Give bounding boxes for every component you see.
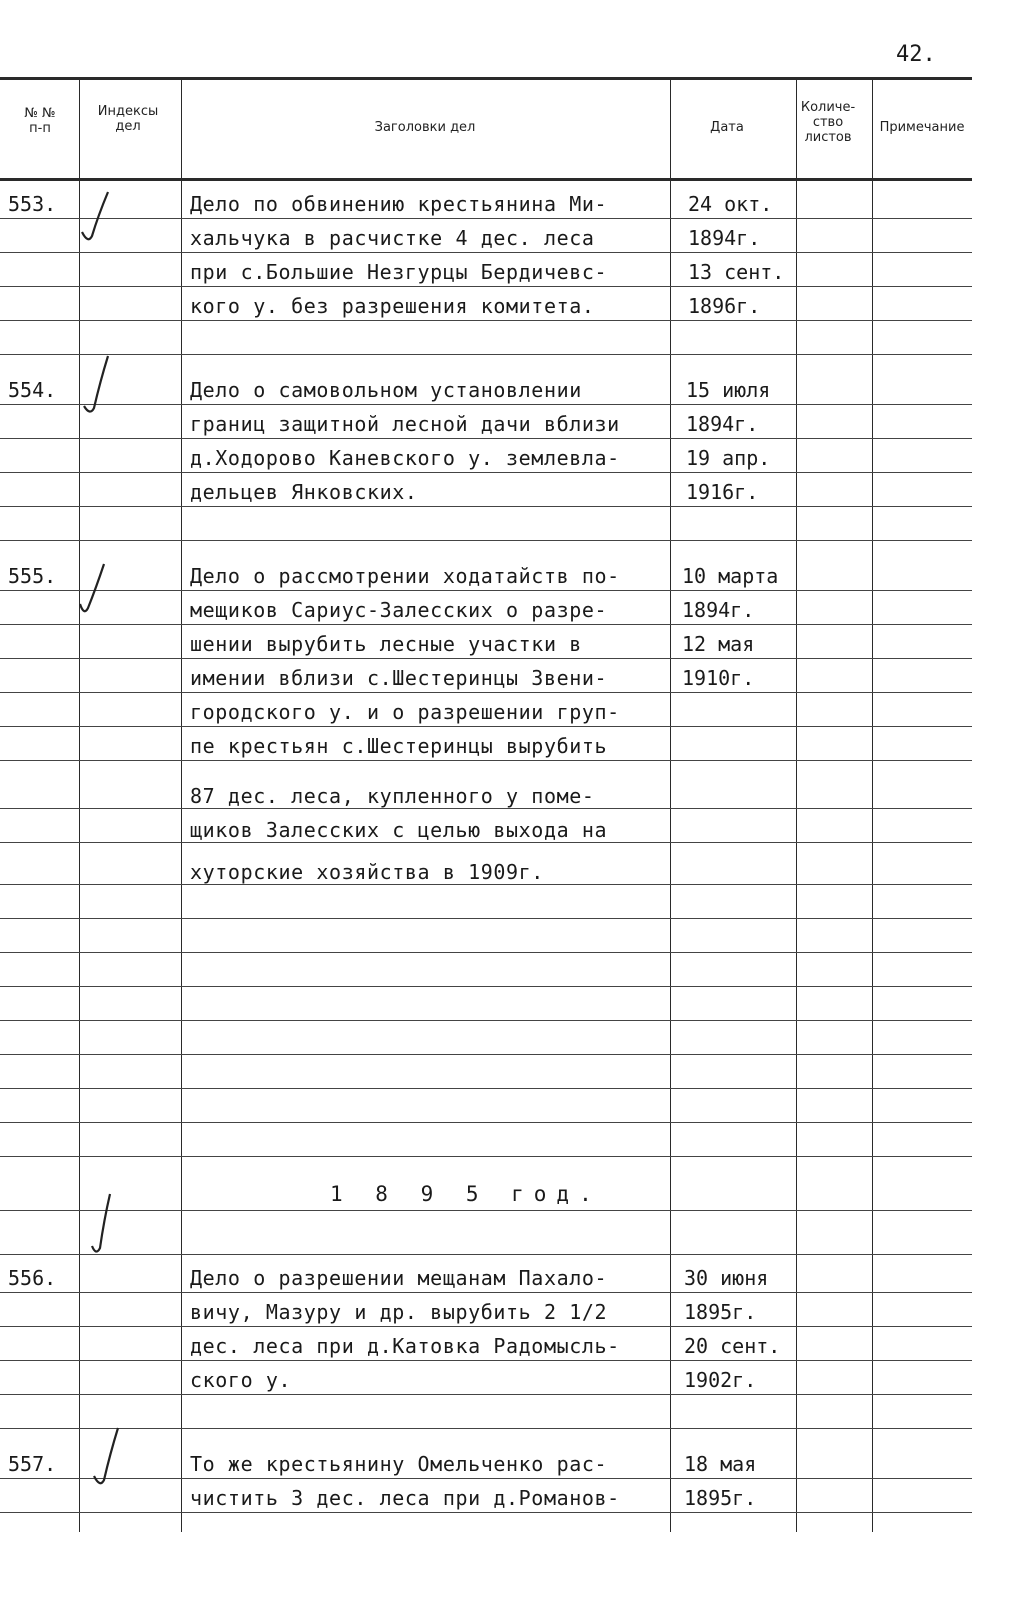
row-rule	[0, 1360, 972, 1361]
entry-title-line: Дело о разрешении мещанам Пахало-	[190, 1266, 608, 1290]
entry-date: 1894г.	[688, 226, 761, 250]
column-header-date: Дата	[710, 120, 744, 135]
entry-date: 1910г.	[682, 666, 755, 690]
row-rule	[0, 1478, 972, 1479]
entry-title-line: границ защитной лесной дачи вблизи	[190, 412, 620, 436]
header-bottom-rule	[0, 178, 972, 181]
entry-number: 557.	[8, 1452, 57, 1476]
row-rule	[0, 354, 972, 355]
column-header-sheets: Количе- ство листов	[800, 100, 856, 145]
entry-title-line: мещиков Сариус-Залесских о разре-	[190, 598, 608, 622]
row-rule	[0, 1394, 972, 1395]
row-rule	[0, 218, 972, 219]
row-rule	[0, 506, 972, 507]
entry-date: 24 окт.	[688, 192, 773, 216]
entry-title-line: кого у. без разрешения комитета.	[190, 294, 595, 318]
entry-title-line: шении вырубить лесные участки в	[190, 632, 582, 656]
row-rule	[0, 1326, 972, 1327]
entry-title-line: дес. леса при д.Катовка Радомысль-	[190, 1334, 620, 1358]
entry-title-line: ского у.	[190, 1368, 292, 1392]
entry-number: 554.	[8, 378, 57, 402]
entry-title-line: дельцев Янковских.	[190, 480, 418, 504]
entry-title-line: городского у. и о разрешении груп-	[190, 700, 620, 724]
entry-title-line: при с.Большие Незгурцы Бердичевс-	[190, 260, 608, 284]
entry-date: 10 марта	[682, 564, 779, 588]
entry-date: 12 мая	[682, 632, 755, 656]
entry-date: 1902г.	[684, 1368, 757, 1392]
entry-title-line: имении вблизи с.Шестеринцы Звени-	[190, 666, 608, 690]
column-header-index: Индексы дел	[97, 104, 159, 134]
row-rule	[0, 624, 972, 625]
checkmark-icon	[86, 1190, 116, 1260]
row-rule	[0, 918, 972, 919]
row-rule	[0, 1020, 972, 1021]
column-divider	[872, 77, 873, 1532]
entry-number: 553.	[8, 192, 57, 216]
entry-title-line: пе крестьян с.Шестеринцы вырубить	[190, 734, 608, 758]
row-rule	[0, 726, 972, 727]
column-header-title: Заголовки дел	[374, 120, 476, 135]
column-divider	[79, 77, 80, 1532]
row-rule	[0, 1210, 972, 1211]
entry-title-line: Дело о самовольном установлении	[190, 378, 582, 402]
entry-date: 13 сент.	[688, 260, 785, 284]
checkmark-icon	[76, 560, 110, 618]
row-rule	[0, 286, 972, 287]
entry-title-line: То же крестьянину Омельченко рас-	[190, 1452, 608, 1476]
entry-date: 1895г.	[684, 1300, 757, 1324]
header-top-rule	[0, 77, 972, 80]
entry-title-line: 87 дес. леса, купленного у поме-	[190, 784, 595, 808]
row-rule	[0, 1292, 972, 1293]
entry-date: 19 апр.	[686, 446, 771, 470]
column-divider	[796, 77, 797, 1532]
row-rule	[0, 658, 972, 659]
entry-date: 20 сент.	[684, 1334, 781, 1358]
column-header-note: Примечание	[879, 120, 965, 135]
row-rule	[0, 1512, 972, 1513]
entry-title-line: Дело о рассмотрении ходатайств по-	[190, 564, 620, 588]
entry-date: 1895г.	[684, 1486, 757, 1510]
row-rule	[0, 692, 972, 693]
entry-date: 1916г.	[686, 480, 759, 504]
row-rule	[0, 252, 972, 253]
entry-date: 1894г.	[686, 412, 759, 436]
entry-number: 556.	[8, 1266, 57, 1290]
checkmark-icon	[90, 1424, 124, 1492]
row-rule	[0, 1122, 972, 1123]
row-rule	[0, 842, 972, 843]
page-number: 42.	[896, 42, 936, 67]
row-rule	[0, 1254, 972, 1255]
entry-number: 555.	[8, 564, 57, 588]
row-rule	[0, 884, 972, 885]
entry-title-line: хальчука в расчистке 4 дес. леса	[190, 226, 595, 250]
checkmark-icon	[78, 188, 112, 248]
row-rule	[0, 1156, 972, 1157]
year-heading: 1 8 9 5 год.	[330, 1182, 602, 1206]
column-divider	[670, 77, 671, 1532]
row-rule	[0, 1054, 972, 1055]
row-rule	[0, 760, 972, 761]
entry-date: 1894г.	[682, 598, 755, 622]
row-rule	[0, 808, 972, 809]
row-rule	[0, 952, 972, 953]
entry-title-line: чистить 3 дес. леса при д.Романов-	[190, 1486, 620, 1510]
entry-title-line: щиков Залесских с целью выхода на	[190, 818, 608, 842]
row-rule	[0, 590, 972, 591]
entry-date: 1896г.	[688, 294, 761, 318]
checkmark-icon	[80, 352, 114, 422]
row-rule	[0, 320, 972, 321]
entry-title-line: Дело по обвинению крестьянина Ми-	[190, 192, 608, 216]
entry-title-line: вичу, Мазуру и др. вырубить 2 1/2	[190, 1300, 608, 1324]
entry-title-line: д.Ходорово Каневского у. землевла-	[190, 446, 620, 470]
row-rule	[0, 540, 972, 541]
row-rule	[0, 404, 972, 405]
column-header-number: № № п-п	[24, 106, 56, 136]
row-rule	[0, 438, 972, 439]
entry-date: 15 июля	[686, 378, 771, 402]
row-rule	[0, 472, 972, 473]
entry-date: 18 мая	[684, 1452, 757, 1476]
column-divider	[181, 77, 182, 1532]
row-rule	[0, 1428, 972, 1429]
row-rule	[0, 1088, 972, 1089]
entry-title-line: хуторские хозяйства в 1909г.	[190, 860, 544, 884]
row-rule	[0, 986, 972, 987]
entry-date: 30 июня	[684, 1266, 769, 1290]
